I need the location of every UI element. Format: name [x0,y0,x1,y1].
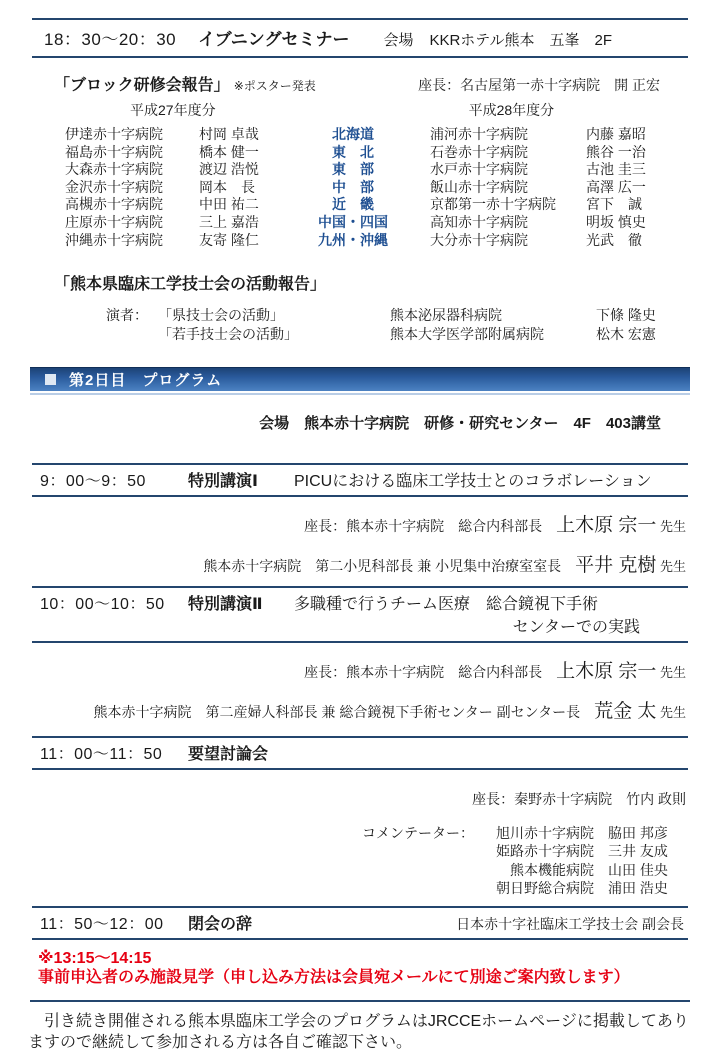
speaker-name: 平井 克樹 [575,555,657,577]
region-cell: 近 畿 [332,196,374,213]
region-cell: 中国・四国 [318,213,388,230]
hospital-cell: 高槻赤十字病院 [65,196,163,213]
hospital-cell: 福島赤十字病院 [65,143,163,160]
region-cell: 中 部 [332,178,374,195]
session2-chair-line [32,656,688,683]
year-left-label: 平成27年度分 [130,102,216,118]
region-cell: 東 部 [332,161,374,178]
name-cell: 村岡 卓哉 [199,126,259,142]
activity-list [158,306,688,343]
hospital-cell: 朝日野総合病院 [496,879,594,896]
hospital-cell: 沖縄赤十字病院 [65,231,163,248]
hospital-cell: 熊本機能病院 [510,861,594,878]
footer-paragraph: 引き続き開催される熊本県臨床工学会のプログラムはJRCCEホームページに掲載してありますので継続して参加される方は各自ご確認下さい。 [28,1012,689,1052]
table-row [65,232,404,250]
hospital-cell: 金沢赤十字病院 [65,178,163,195]
table-row [65,161,404,179]
name-cell: 浦田 浩史 [608,879,668,896]
year-right-label: 平成28年度分 [468,102,555,118]
name-cell: 脇田 邦彦 [608,825,668,842]
chair-name: 上木原 宗一 [556,515,657,537]
session-time: 11：50～12：00 [40,915,164,933]
block-table-right-column [404,126,688,249]
table-row [430,161,688,179]
table-row [65,196,404,214]
hospital-cell: 飯山赤十字病院 [430,178,528,195]
block-report-head [32,72,688,95]
name-cell: 橋本 健一 [199,143,259,160]
table-row [430,214,688,232]
block-report-table [32,126,688,249]
table-row [65,126,404,144]
name-cell: 岡本 長 [199,178,255,195]
activity-report-title: 「熊本県臨床工学技士会の活動報告」 [54,276,327,294]
name-cell: 渡辺 浩悦 [199,161,259,178]
name-cell: 熊谷 一治 [586,143,646,160]
session-type: 要望討論会 [188,746,269,764]
name-cell: 下條 隆史 [596,307,656,324]
session1-speaker-line [32,550,688,577]
table-row [65,179,404,197]
commentators-list [476,824,686,897]
name-cell: 山田 佳央 [608,861,668,878]
session-type: 特別講演Ⅱ [188,596,263,614]
table-row [430,196,688,214]
footer-divider [30,1000,690,1002]
closing-header [32,906,688,940]
notice-line1: ※13:15～14:15 [38,949,152,967]
session-time: 11：00～11：50 [40,746,163,764]
year-labels [32,100,688,120]
day2-banner-title: 第2日目 プログラム [69,372,223,390]
hospital-cell: 浦河赤十字病院 [430,126,528,142]
hospital-cell: 水戸赤十字病院 [430,161,528,178]
hospital-cell: 熊本泌尿器科病院 [390,307,502,324]
chair-name: 上木原 宗一 [556,661,657,683]
commentator-row [476,879,686,897]
speaker-honorific: 先生 [656,705,686,721]
chair-prefix: 座長：熊本赤十字病院 総合内科部長 [304,664,557,681]
speaker-honorific: 先生 [656,559,686,575]
hospital-cell: 旭川赤十字病院 [496,825,594,842]
commentator-row [476,824,686,842]
block-chair: 座長：名古屋第一赤十字病院 開 正宏 [418,77,660,93]
name-cell: 内藤 嘉昭 [586,126,646,142]
session-time: 10：00～10：50 [40,596,165,614]
session-time: 9：00～9：50 [40,473,146,491]
name-cell: 古池 圭三 [586,161,646,178]
hospital-cell: 大分赤十字病院 [430,231,528,248]
table-row [430,144,688,162]
topic-cell: 「県技士会の活動」 [158,307,284,324]
table-row [65,214,404,232]
name-cell: 宮下 誠 [586,196,642,213]
block-report-title: 「ブロック研修会報告」 [54,77,230,94]
name-cell: 松木 宏憲 [596,325,656,342]
name-cell: 光武 徹 [586,231,642,248]
venue-label: 会場 [383,32,414,49]
session-title-line1: 多職種で行うチーム医療 総合鏡視下手術 [294,596,599,614]
activity-row [158,306,688,325]
name-cell: 三上 嘉浩 [199,213,259,230]
session-title [294,741,686,764]
topic-cell: 「若手技士会の活動」 [158,325,298,342]
hospital-cell: 庄原赤十字病院 [65,213,163,230]
region-cell: 九州・沖縄 [318,231,388,248]
session2-speaker-line [32,696,688,723]
activity-report-rows [32,306,688,343]
venue-text: KKRホテル熊本 五峯 2F [429,32,613,49]
closing-right-text: 日本赤十字社臨床工学技士会 副会長 [456,915,684,932]
name-cell: 中田 祐二 [199,196,259,213]
session-title: PICUにおける臨床工学技士とのコラボレーション [294,473,652,491]
speaker-label: 演者： [106,307,148,324]
facility-tour-notice [38,949,688,988]
hospital-cell: 石巻赤十字病院 [430,143,528,160]
seminar-title: イブニングセミナー [198,30,350,49]
name-cell: 高澤 広一 [586,178,646,195]
day2-banner [30,367,690,391]
speaker-prefix: 熊本赤十字病院 第二産婦人科部長 兼 総合鏡視下手術センター 副センター長 [93,704,595,721]
chair-honorific: 先生 [656,665,686,681]
hospital-cell: 熊本大学医学部附属病院 [390,325,544,342]
hospital-cell: 京都第一赤十字病院 [430,196,556,213]
banner-square-icon [45,374,56,385]
region-cell: 東 北 [332,143,374,160]
session-type: 閉会の辞 [188,915,253,933]
hospital-cell: 高知赤十字病院 [430,213,528,230]
hospital-cell: 姫路赤十字病院 [496,843,594,860]
commentators-label: コメンテーター： [362,825,474,842]
table-row [430,232,688,250]
name-cell: 三井 友成 [608,843,668,860]
session-title [294,591,686,637]
session3-header [32,736,688,770]
evening-seminar-bar [32,18,688,58]
chair-prefix: 座長：熊本赤十字病院 総合内科部長 [304,518,557,535]
table-row [65,144,404,162]
block-table-left-column [32,126,404,249]
day2-venue: 会場 熊本赤十字病院 研修・研究センター 4F 403講堂 [259,415,661,433]
hospital-cell: 大森赤十字病院 [65,161,163,178]
seminar-time: 18：30～20：30 [44,30,177,49]
activity-row [158,325,688,344]
session2-header [32,586,688,643]
session1-chair-line [32,510,688,537]
commentators-block [32,824,688,897]
commentator-row [476,842,686,860]
commentator-row [476,861,686,879]
poster-note: ※ポスター発表 [233,79,316,93]
speaker-prefix: 熊本赤十字病院 第二小児科部長 兼 小児集中治療室室長 [203,558,576,575]
speaker-name: 荒金 太 [594,701,657,723]
name-cell: 友寄 隆仁 [199,231,259,248]
session1-header [32,463,688,497]
table-row [430,126,688,144]
region-cell: 北海道 [332,126,374,142]
name-cell: 明坂 慎史 [586,213,646,230]
hospital-cell: 伊達赤十字病院 [65,126,163,142]
table-row [430,179,688,197]
session3-chair-line: 座長：秦野赤十字病院 竹内 政則 [472,791,686,808]
session-title-line2: センターでの実践 [512,619,640,637]
notice-line2: 事前申込者のみ施設見学（申し込み方法は会員宛メールにて別途ご案内致します） [38,969,630,987]
chair-honorific: 先生 [656,519,686,535]
session-type: 特別講演Ⅰ [188,473,258,491]
banner-underline [30,393,690,395]
